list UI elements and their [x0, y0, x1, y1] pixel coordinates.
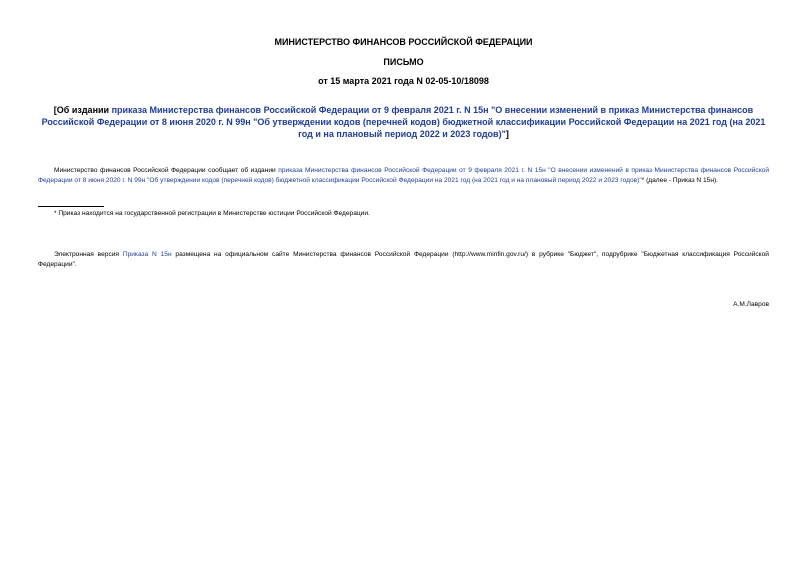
footnote: * Приказ находится на государственной регистрации в Министерстве юстиции Российской Федерации. — [54, 210, 370, 217]
title-order-link[interactable]: приказа Министерства финансов Российской Федерации от 9 февраля 2021 г. N 15н "О внесении изменений в приказ Министерства финансов Российской Федерации от 8 июня 2020 г. N 99н "Об утверждении кодов (перечней кодов) бюджетной классификации Российской Федерации на 2021 год (на 2021 год и на плановый период 2022 и 2023 годов)" — [41, 105, 766, 139]
document-type: ПИСЬМО — [383, 57, 424, 67]
paragraph-announcement-text: Министерство финансов Российской Федерации сообщает об издании — [54, 167, 279, 174]
paragraph-announcement-tail: * (далее - Приказ N 15н). — [641, 176, 719, 184]
paragraph-announcement — [38, 166, 769, 185]
document-title — [36, 104, 771, 140]
signature: А.М.Лавров — [733, 301, 769, 308]
title-suffix: ] — [505, 129, 509, 139]
ministry-heading: МИНИСТЕРСТВО ФИНАНСОВ РОССИЙСКОЙ ФЕДЕРАЦИИ — [274, 37, 533, 47]
paragraph-electronic-tail: размещена на официальном сайте Министерства финансов Российской Федерации (http://www.minfin.gov.ru/) в рубрике "Бюджет", подрубрике "Бюджетная классификация Российской Федерации". — [38, 251, 769, 268]
title-prefix: [Об издании — [53, 105, 112, 115]
order-15n-link[interactable]: приказа Министерства финансов Российской Федерации от 9 февраля 2021 г. N 15н "О внесении изменений в приказ Министерства финансов Российской Федерации от 8 июня 2020 г. N 99н "Об утверждении кодов (перечней кодов) бюджетной классификации Российской Федерации на 2021 год (на 2021 год и на плановый период 2022 и 2023 годов)" — [38, 167, 769, 184]
footnote-separator — [38, 206, 104, 207]
paragraph-electronic-text: Электронная версия — [54, 251, 123, 258]
document-date-number: от 15 марта 2021 года N 02-05-10/18098 — [318, 76, 489, 86]
order-15n-short-link[interactable]: Приказа N 15н — [122, 251, 172, 258]
paragraph-electronic-version — [38, 250, 769, 269]
